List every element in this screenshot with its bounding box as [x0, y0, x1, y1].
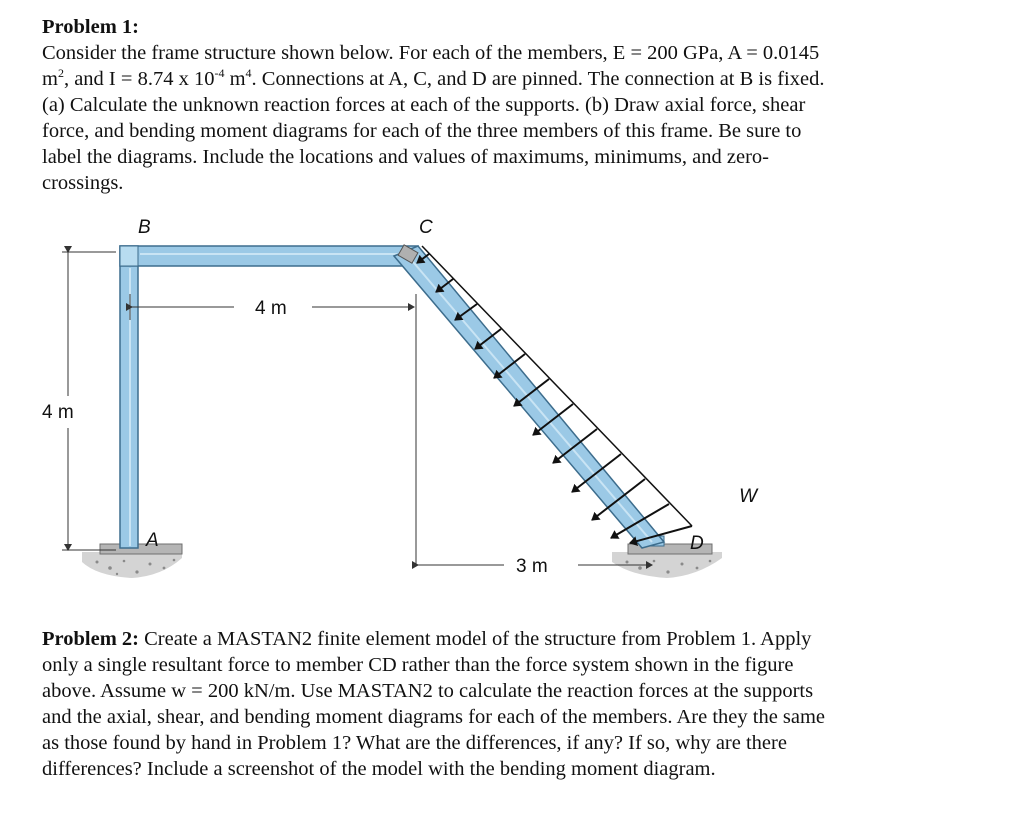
problem-1-line-4: force, and bending moment diagrams for each of the three members of this frame. Be sure to: [42, 120, 802, 142]
joint-b-plate: [120, 246, 138, 266]
label-a: A: [146, 530, 159, 551]
problem-1-text: [42, 14, 1002, 196]
dimension-label-top: 4 m: [255, 298, 287, 319]
label-b: B: [138, 217, 151, 238]
problem-1-line-3: (a) Calculate the unknown reaction forces at each of the supports. (b) Draw axial force, shear: [42, 94, 806, 116]
dimension-label-vertical: 4 m: [42, 402, 74, 423]
problem-1-line-6: crossings.: [42, 172, 124, 194]
problem-2-line-2: only a single resultant force to member CD rather than the force system shown in the figure: [42, 654, 794, 676]
member-cd: [394, 246, 664, 548]
frame-structure-figure: [42, 216, 762, 596]
label-d: D: [690, 533, 704, 554]
problem-2-line-3: above. Assume w = 200 kN/m. Use MASTAN2 to calculate the reaction forces at the supports: [42, 680, 814, 702]
ground-support-d: [612, 536, 722, 578]
distributed-load-w: [417, 246, 692, 543]
problem-2-line-1: [42, 626, 1002, 652]
problem-1-line-5: label the diagrams. Include the locations and values of maximums, minimums, and zero-: [42, 146, 769, 168]
problem-1-line-1: Consider the frame structure shown below. For each of the members, E = 200 GPa, A = 0.0145: [42, 42, 820, 64]
dimension-lines: [62, 252, 652, 566]
dimension-label-bottom: 3 m: [516, 556, 548, 577]
problem-2-title: Problem 2:: [42, 628, 139, 650]
problem-2-line-4: and the axial, shear, and bending moment diagrams for each of the members. Are they the same: [42, 706, 826, 728]
superscript: -4: [214, 66, 225, 80]
unit-m: m: [224, 68, 246, 90]
member-ab: [120, 246, 138, 548]
inertia-text: , and I = 8.74 x 10: [63, 68, 215, 90]
superscript: 2: [57, 66, 64, 80]
label-c: C: [419, 217, 433, 238]
problem-1-line-2: [42, 66, 1002, 92]
member-bc: [120, 246, 418, 266]
problem-1-title: Problem 1:: [42, 16, 139, 38]
problem-2-line-5: as those found by hand in Problem 1? What are the differences, if any? If so, why are there: [42, 732, 787, 754]
problem-2-text: [42, 626, 1002, 782]
superscript: 4: [245, 66, 252, 80]
unit-m: m: [42, 68, 58, 90]
label-w: W: [739, 486, 757, 507]
connections-text: . Connections at A, C, and D are pinned. The connection at B is fixed.: [251, 68, 825, 90]
problem-2-line-1-text: Create a MASTAN2 finite element model of the structure from Problem 1. Apply: [138, 628, 812, 650]
problem-2-line-6: differences? Include a screenshot of the model with the bending moment diagram.: [42, 758, 716, 780]
